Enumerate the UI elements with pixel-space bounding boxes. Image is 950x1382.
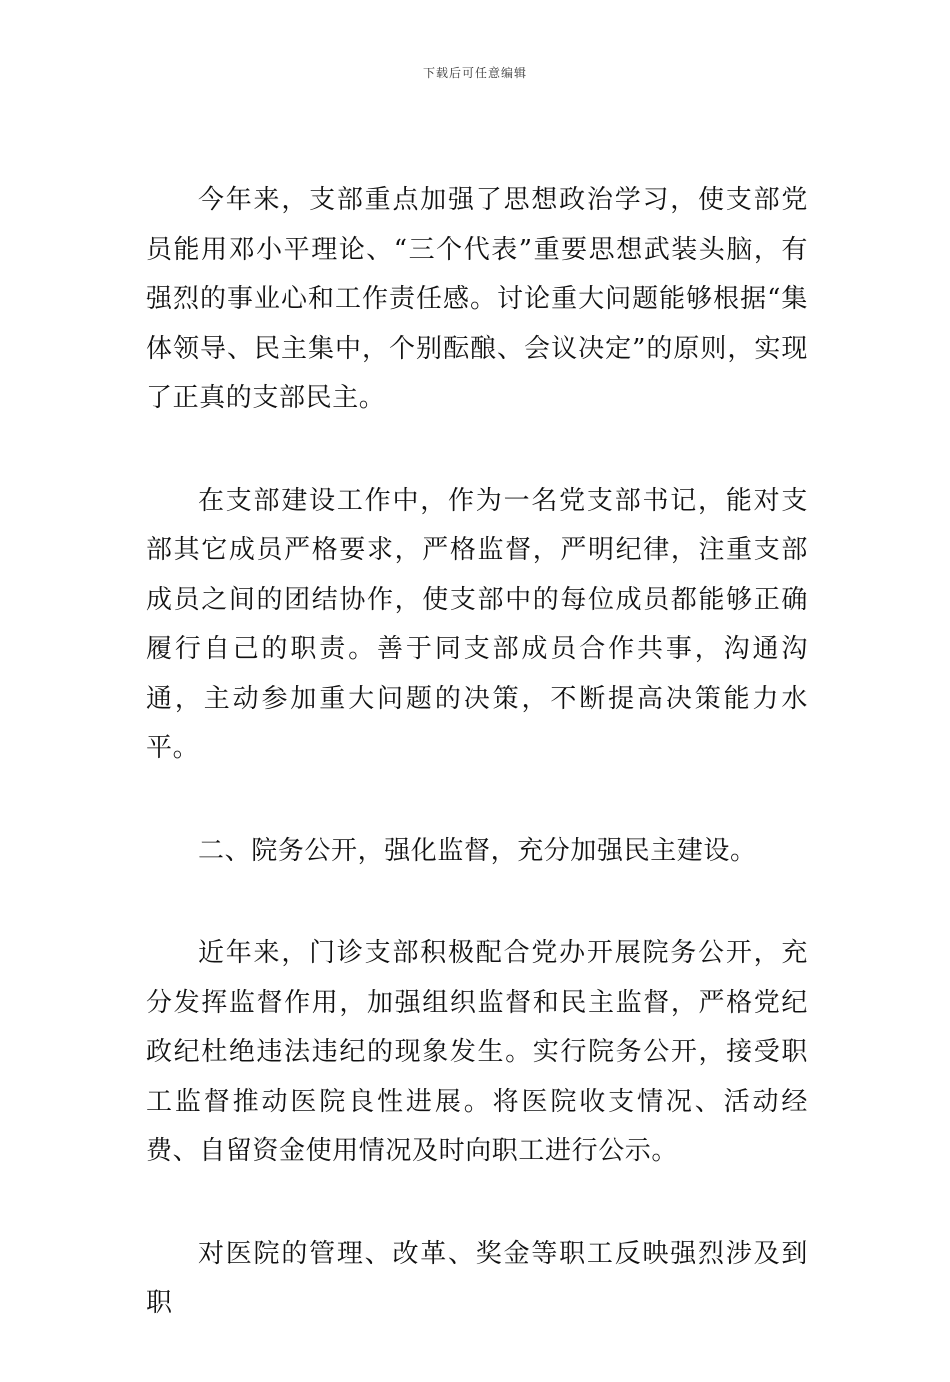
paragraph: 今年来，支部重点加强了思想政治学习，使支部党员能用邓小平理论、“三个代表”重要思想武装头脑，有强烈的事业心和工作责任感。讨论重大问题能够根据“集体领导、民主集中，个别酝酿、会议决定”的原则，实现了正真的支部民主。 [146,185,808,413]
paragraph: 在支部建设工作中，作为一名党支部书记，能对支部其它成员严格要求，严格监督，严明纪律，注重支部成员之间的团结协作，使支部中的每位成员都能够正确履行自己的职责。善于同支部成员合作共事，沟通沟通，主动参加重大问题的决策，不断提高决策能力水平。 [146,485,808,763]
document-body [146,176,808,1382]
page-header: 下载后可任意编辑 [422,66,527,80]
paragraph: 近年来，门诊支部积极配合党办开展院务公开，充分发挥监督作用，加强组织监督和民主监督，严格党纪政纪杜绝违法违纪的现象发生。实行院务公开，接受职工监督推动医院良性进展。将医院收支情况、活动经费、自留资金使用情况及时向职工进行公示。 [146,938,808,1166]
paragraph: 对医院的管理、改革、奖金等职工反映强烈涉及到职 [146,1238,808,1318]
section-heading: 二、院务公开，强化监督，充分加强民主建设。 [198,835,757,866]
